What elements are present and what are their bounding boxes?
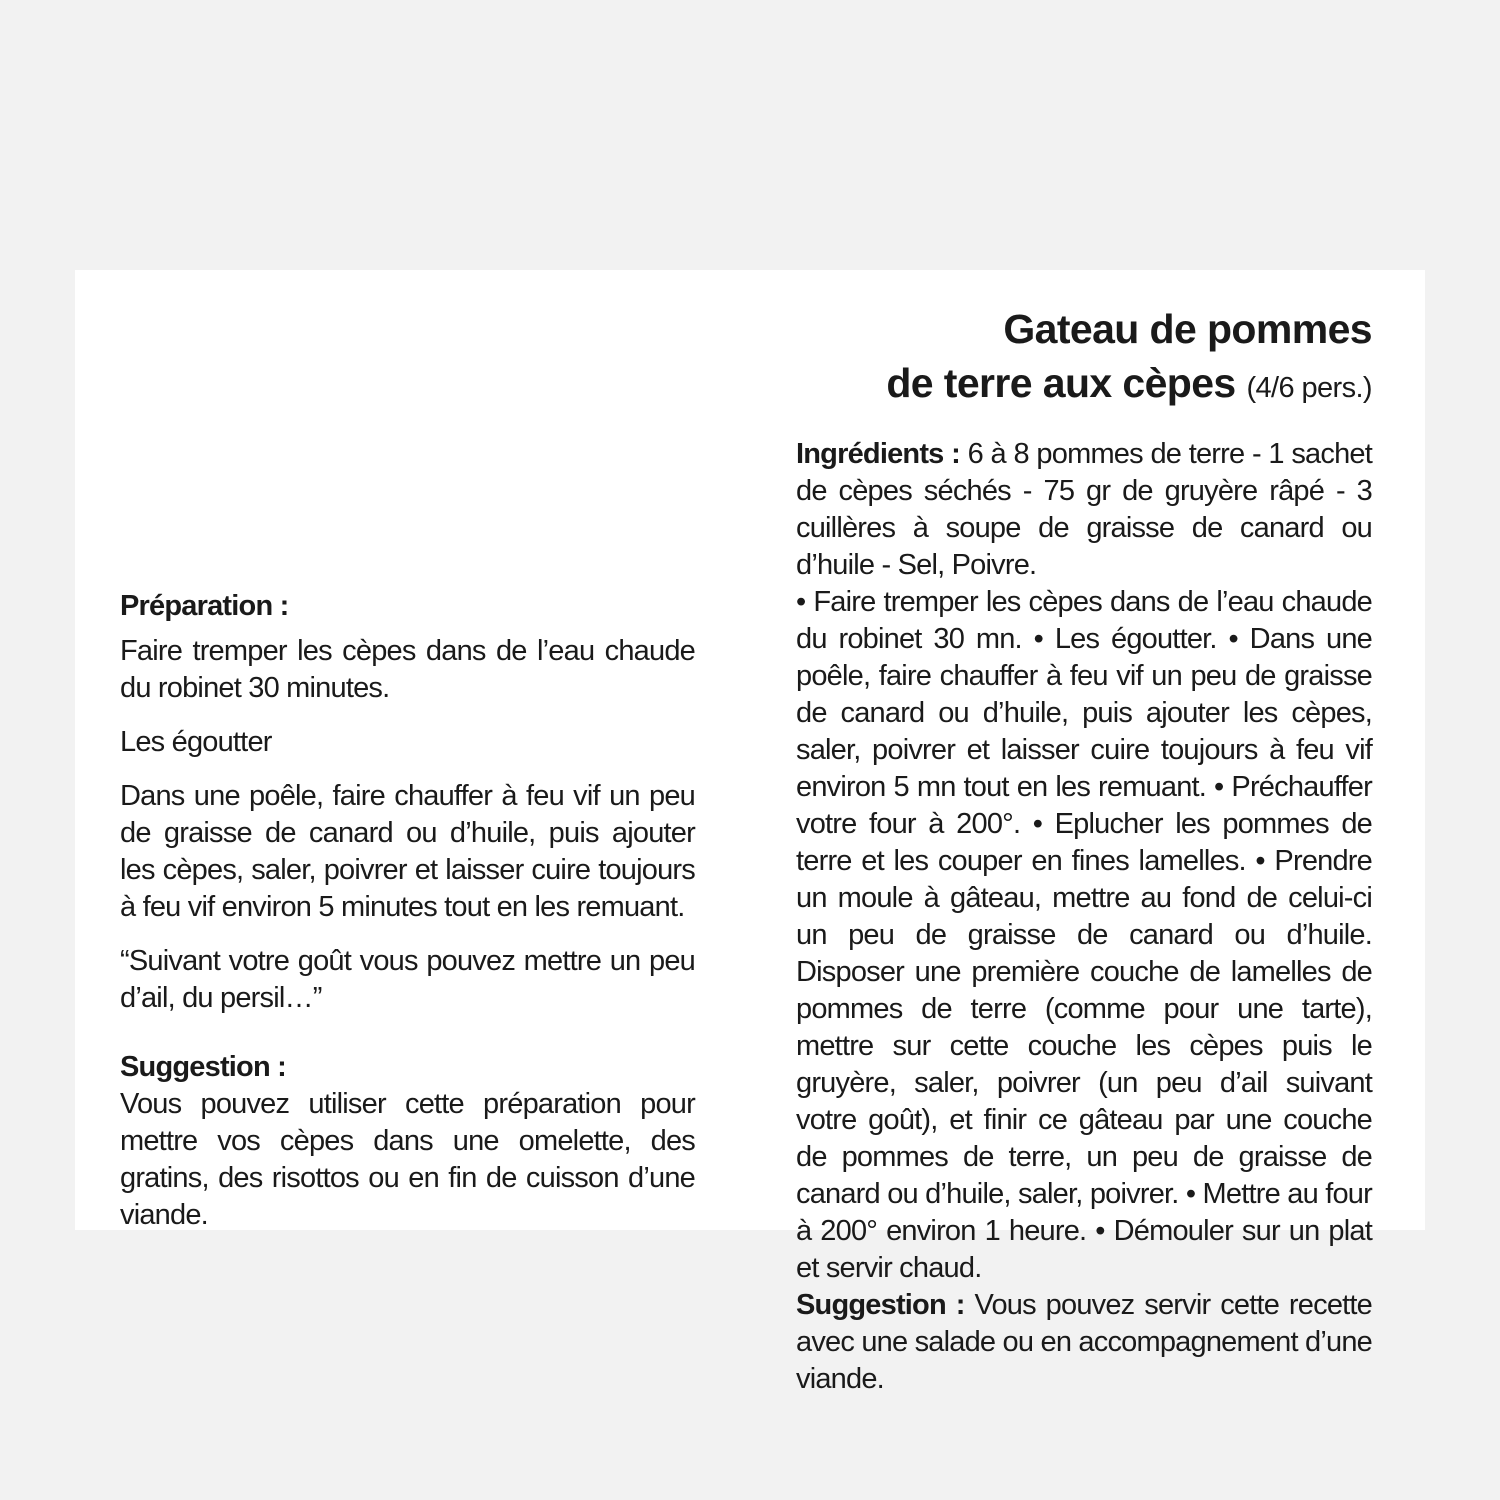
- preparation-heading: Préparation :: [120, 590, 289, 622]
- preparation-suggestion-heading: Suggestion :: [120, 1051, 287, 1083]
- preparation-paragraph: Faire tremper les cèpes dans de l’eau chaude du robinet 30 minutes.: [120, 635, 695, 704]
- ingredients-paragraph: [796, 436, 1372, 584]
- recipe-suggestion-text: Vous pouvez servir cette recette avec une salade ou en accompagnement d’une viande.: [796, 1289, 1372, 1395]
- recipe-servings: (4/6 pers.): [1246, 372, 1372, 404]
- preparation-column: [120, 588, 695, 1234]
- recipe-card: [75, 270, 1425, 1395]
- preparation-paragraph: Les égoutter: [120, 726, 272, 758]
- recipe-suggestion: [796, 1287, 1372, 1398]
- preparation-suggestion-text: Vous pouvez utiliser cette préparation pour mettre vos cèpes dans une omelette, des gratins, des risottos ou en fin de cuisson d’une viande.: [120, 1088, 695, 1231]
- preparation-paragraph: Dans une poêle, faire chauffer à feu vif un peu de graisse de canard ou d’huile, puis ajouter les cèpes, saler, poivrer et laisser cuire toujours à feu vif environ 5 minutes tout en les remuant.: [120, 780, 695, 923]
- preparation-tip: “Suivant votre goût vous pouvez mettre un peu d’ail, du persil…”: [120, 945, 695, 1014]
- recipe-suggestion-label: Suggestion :: [796, 1289, 965, 1321]
- recipe-title: [796, 302, 1372, 415]
- ingredients-text: 6 à 8 pommes de terre - 1 sachet de cèpes séchés - 75 gr de gruyère râpé - 3 cuillères à soupe de graisse de canard ou d’huile - Sel, Poivre.: [796, 438, 1373, 581]
- recipe-column: [796, 302, 1372, 1398]
- recipe-title-line1: Gateau de pommes: [1003, 306, 1372, 352]
- ingredients-label: Ingrédients :: [796, 438, 960, 470]
- recipe-title-line2: de terre aux cèpes: [886, 360, 1236, 406]
- recipe-steps: • Faire tremper les cèpes dans de l’eau chaude du robinet 30 mn. • Les égoutter. • Dans une poêle, faire chauffer à feu vif un peu de graisse de canard ou d’huile, puis ajouter les cèpes, saler, poivrer et laisser cuire toujours à feu vif environ 5 mn tout en les remuant. • Préchauffer votre four à 200°. • Eplucher les pommes de terre et les couper en fines lamelles. • Prendre un moule à gâteau, mettre au fond de celui-ci un peu de graisse de canard ou d’huile. Disposer une première couche de lamelles de pommes de terre (comme pour une tarte), mettre sur cette couche les cèpes puis le gruyère, saler, poivrer (un peu d’ail suivant votre goût), et finir ce gâteau par une couche de pommes de terre, un peu de graisse de canard ou d’huile, saler, poivrer. • Mettre au four à 200° environ 1 heure. • Démouler sur un plat et servir chaud.: [796, 586, 1372, 1284]
